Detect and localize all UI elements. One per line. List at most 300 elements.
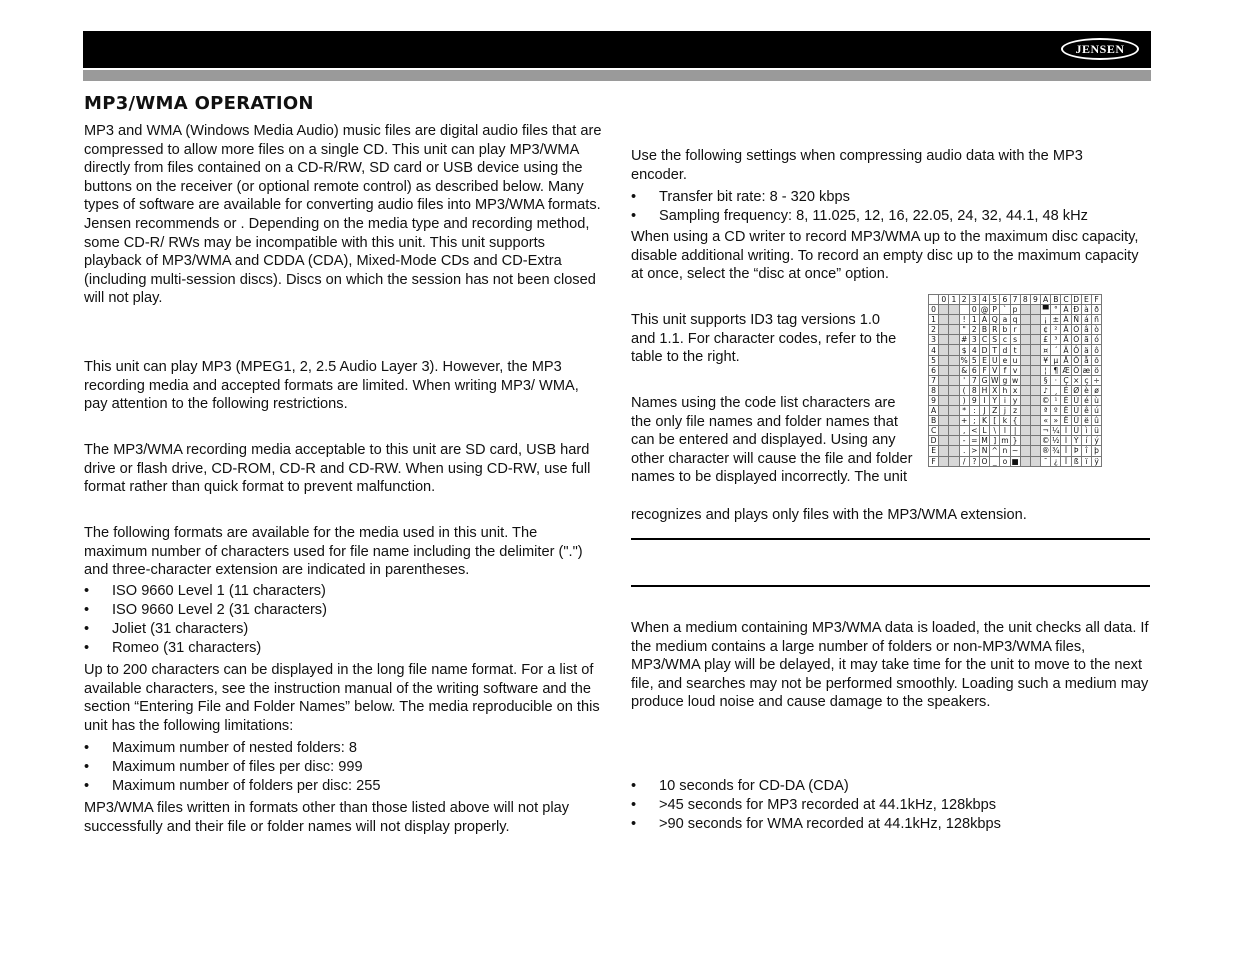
code-table-cell: Ó xyxy=(1071,335,1081,345)
code-table-cell xyxy=(939,375,949,385)
code-table-cell: O xyxy=(979,456,989,466)
code-table-cell: i xyxy=(1000,395,1010,405)
code-table-cell: Ã xyxy=(1061,335,1071,345)
code-table-cell: Ö xyxy=(1071,365,1081,375)
code-table-cell: W xyxy=(990,375,999,385)
code-table-cell xyxy=(1020,395,1030,405)
code-table-cell: ÿ xyxy=(1092,456,1102,466)
code-table-cell xyxy=(1030,446,1040,456)
code-table-cell xyxy=(1030,345,1040,355)
code-table-cell xyxy=(949,416,959,426)
code-table-cell xyxy=(1030,426,1040,436)
code-table-row xyxy=(929,385,1102,395)
code-table-cell: ? xyxy=(969,456,979,466)
code-table-cell: » xyxy=(1051,416,1061,426)
code-table-cell xyxy=(1030,365,1040,375)
loading-paragraph: When a medium containing MP3/WMA data is loaded, the unit checks all data. If the medium contains a large number of folders or non-MP3/WMA files, MP3/WMA play will be delayed, it may take time for the unit to move to the next file, and searches may not be performed smoothly. Loading such a medium may produce loud noise and cause damage to the speakers. xyxy=(631,620,1149,711)
code-table-cell: à xyxy=(1081,305,1091,315)
code-table-row-label: 7 xyxy=(929,375,939,385)
code-table-cell: Ò xyxy=(1071,325,1081,335)
code-table-cell: ë xyxy=(1081,416,1091,426)
code-table-cell xyxy=(1030,436,1040,446)
intro-paragraph: MP3 and WMA (Windows Media Audio) music files are digital audio files that are compressed to allow more files on a single CD. This unit can play MP3/WMA directly from files contained on a CD-R/RW, SD card or USB device using the buttons on the receiver (or optional remote control) as described below. Many types of software are available for converting audio files into MP3/WMA formats. Jensen recommends or . Depending on the media type and recording method, some CD-R/ RWs may be incompatible with this unit. This unit supports playback of MP3/WMA and CDDA (CDA), Mixed-Mode CDs and CD-Extra (including multi-session discs). Discs on which the session has not been closed will not play. xyxy=(84,123,602,307)
code-table-cell xyxy=(1020,406,1030,416)
code-table-cell: Ñ xyxy=(1071,315,1081,325)
code-table-cell: # xyxy=(960,335,968,345)
code-table-header-cell: 1 xyxy=(949,295,959,305)
code-table-cell: I xyxy=(979,395,989,405)
code-table-cell: è xyxy=(1081,385,1091,395)
code-table-cell: " xyxy=(959,325,969,335)
code-table-row-label: 4 xyxy=(929,345,939,355)
code-table-cell: r xyxy=(1010,325,1020,335)
code-table-row-label: 1 xyxy=(929,315,939,325)
code-table-row xyxy=(929,416,1102,426)
code-table-cell: o xyxy=(1000,456,1010,466)
code-table-cell: ´ xyxy=(1051,345,1061,355)
code-table-cell: ¹ xyxy=(1051,395,1061,405)
code-table-cell: K xyxy=(979,416,989,426)
code-table-cell: s xyxy=(1010,335,1020,345)
code-table-cell: 8 xyxy=(969,385,979,395)
code-table-cell: @ xyxy=(980,305,989,315)
code-table-cell xyxy=(1030,355,1040,365)
code-table-cell: S xyxy=(990,335,1000,345)
code-table-cell xyxy=(939,416,949,426)
code-table-cell: \ xyxy=(990,426,1000,436)
code-table-cell: Ø xyxy=(1071,385,1081,395)
code-table-cell: Ê xyxy=(1061,406,1071,416)
code-table-row xyxy=(929,406,1102,416)
code-table-cell: Í xyxy=(1061,436,1071,446)
code-table-cell: E xyxy=(979,355,989,365)
code-table-row-label: 5 xyxy=(929,355,939,365)
code-table-cell: º xyxy=(1051,406,1061,416)
code-table-cell: . xyxy=(959,446,969,456)
code-table-cell: õ xyxy=(1092,355,1102,365)
code-table-cell xyxy=(1030,325,1040,335)
code-table-cell: ^ xyxy=(991,446,998,456)
code-table-cell: e xyxy=(1000,355,1010,365)
code-table-cell: L xyxy=(979,426,989,436)
character-code-table xyxy=(928,294,1102,467)
section-divider xyxy=(631,585,1150,587)
code-table-cell: þ xyxy=(1092,446,1102,456)
code-table-cell: ½ xyxy=(1052,436,1060,446)
code-table-row-label: 3 xyxy=(929,335,939,345)
code-table-header-cell: 2 xyxy=(959,295,969,305)
code-table-cell xyxy=(949,345,959,355)
code-table-header-cell: 7 xyxy=(1010,295,1020,305)
code-table-cell: ¾ xyxy=(1052,446,1060,456)
code-table-cell xyxy=(1020,426,1030,436)
code-table-cell: £ xyxy=(1041,335,1051,345)
code-table-cell: À xyxy=(1061,305,1071,315)
header-gray-strip xyxy=(83,70,1151,81)
code-table-cell xyxy=(939,305,949,315)
code-table-cell xyxy=(1020,355,1030,365)
code-table-cell: w xyxy=(1011,375,1019,385)
code-table-cell: î xyxy=(1081,446,1091,456)
settings-intro-paragraph: Use the following settings when compressing audio data with the MP3 encoder. xyxy=(631,148,1083,183)
code-table-cell: æ xyxy=(1082,365,1091,375)
code-table-cell xyxy=(939,385,949,395)
code-table-cell: / xyxy=(959,456,969,466)
code-table-cell xyxy=(939,436,949,446)
code-table-cell: µ xyxy=(1051,355,1061,365)
code-table-header-cell: 0 xyxy=(939,295,949,305)
code-table-cell: J xyxy=(979,406,989,416)
code-table-cell xyxy=(939,395,949,405)
code-table-cell: ¸ xyxy=(1051,385,1061,395)
code-table-cell: 2 xyxy=(969,325,979,335)
code-table-cell: ; xyxy=(969,416,979,426)
code-table-header-cell: F xyxy=(1092,295,1102,305)
code-table-cell xyxy=(1030,315,1040,325)
code-table-cell: Ç xyxy=(1061,375,1071,385)
code-table-cell: ¦ xyxy=(1041,365,1051,375)
code-table-cell: t xyxy=(1010,345,1020,355)
code-table-cell: M xyxy=(981,436,988,446)
code-table-cell xyxy=(1020,456,1030,466)
code-table-cell: > xyxy=(971,446,978,456)
code-table-cell: Ï xyxy=(1061,456,1071,466)
code-table-cell xyxy=(939,345,949,355)
code-table-cell: 9 xyxy=(969,395,979,405)
code-table-cell: ó xyxy=(1092,335,1102,345)
code-table-header-cell: A xyxy=(1041,295,1051,305)
code-table-row xyxy=(929,315,1102,325)
code-table-row xyxy=(929,375,1102,385)
code-table-cell xyxy=(949,385,959,395)
code-table-cell xyxy=(939,406,949,416)
code-table-cell: 6 xyxy=(969,365,979,375)
code-table-cell: Î xyxy=(1061,446,1071,456)
code-table-cell: © xyxy=(1041,395,1050,405)
code-table-cell: ± xyxy=(1052,315,1060,325)
code-table-cell: U xyxy=(990,355,1000,365)
code-table-row xyxy=(929,325,1102,335)
code-table-header-cell: C xyxy=(1061,295,1071,305)
code-table-cell xyxy=(939,426,949,436)
code-table-cell: á xyxy=(1081,315,1091,325)
header-bar xyxy=(83,31,1151,68)
code-table-cell xyxy=(1020,436,1030,446)
code-table-cell xyxy=(939,355,949,365)
code-table-cell: ¤ xyxy=(1041,345,1051,355)
code-table-cell: ® xyxy=(1041,446,1050,456)
code-table-cell: ö xyxy=(1092,365,1102,375)
code-table-cell: ÷ xyxy=(1093,375,1100,385)
code-table-cell: Y xyxy=(990,395,1000,405)
code-table-cell: É xyxy=(1061,395,1071,405)
code-table-cell xyxy=(949,436,959,446)
code-table-cell: Z xyxy=(990,406,1000,416)
code-table-row-label: A xyxy=(929,406,939,416)
code-table-header-cell xyxy=(929,295,939,305)
code-table-cell: _ xyxy=(990,456,1000,466)
code-table-cell: Q xyxy=(990,315,1000,325)
code-table-header-cell: 9 xyxy=(1030,295,1040,305)
code-table-cell: ò xyxy=(1092,325,1102,335)
code-table-cell xyxy=(1030,416,1040,426)
code-table-cell xyxy=(1030,395,1040,405)
code-table-cell: ! xyxy=(959,315,969,325)
code-table-cell xyxy=(949,446,959,456)
code-table-cell: u xyxy=(1010,355,1020,365)
code-table-cell: Ì xyxy=(1061,426,1071,436)
code-table-row xyxy=(929,456,1102,466)
code-table-cell xyxy=(1020,315,1030,325)
code-table-cell: { xyxy=(1010,416,1020,426)
code-table-cell: j xyxy=(1000,406,1010,416)
code-table-cell: & xyxy=(959,365,969,375)
code-table-cell: ¼ xyxy=(1052,426,1060,436)
mp3-note-paragraph: This unit can play MP3 (MPEG1, 2, 2.5 Audio Layer 3). However, the MP3 recording media and accepted formats are limited. When writing MP3/ WMA, pay attention to the following restrictions. xyxy=(84,359,579,413)
code-table-cell: B xyxy=(979,325,989,335)
code-table-cell: Þ xyxy=(1071,446,1081,456)
code-table-cell xyxy=(1020,416,1030,426)
code-table-cell: b xyxy=(1000,325,1010,335)
code-table-header-cell: E xyxy=(1081,295,1091,305)
code-table-cell xyxy=(1020,375,1030,385)
code-table-cell: é xyxy=(1081,395,1091,405)
code-table-row-label: E xyxy=(929,446,939,456)
code-table-cell: + xyxy=(960,416,968,426)
code-table-cell: ) xyxy=(959,395,969,405)
code-table-cell: · xyxy=(1051,375,1061,385)
code-table-row xyxy=(929,426,1102,436)
code-table-cell xyxy=(949,456,959,466)
code-table-cell: 0 xyxy=(969,305,979,315)
code-table-cell: * xyxy=(959,406,969,416)
code-table-cell: ¶ xyxy=(1051,365,1061,375)
code-table-cell xyxy=(1020,325,1030,335)
code-table-cell: ä xyxy=(1081,345,1091,355)
code-table-row xyxy=(929,436,1102,446)
section-divider xyxy=(631,538,1150,540)
code-table-cell xyxy=(939,335,949,345)
code-table-cell: = xyxy=(971,436,978,446)
code-table-cell: ♪ xyxy=(1041,385,1051,395)
code-table-header-cell: 4 xyxy=(979,295,989,305)
code-table-row xyxy=(929,365,1102,375)
code-table-header-cell: B xyxy=(1051,295,1061,305)
code-table-cell: ñ xyxy=(1092,315,1102,325)
code-table-cell: Û xyxy=(1071,416,1081,426)
code-table-cell xyxy=(1020,335,1030,345)
code-table-cell: ì xyxy=(1081,426,1091,436)
code-table-cell xyxy=(1020,345,1030,355)
code-table-cell xyxy=(1030,406,1040,416)
code-table-cell: h xyxy=(1000,385,1010,395)
code-table-cell: ü xyxy=(1092,426,1102,436)
code-table-cell: g xyxy=(1000,375,1010,385)
code-table-cell: ð xyxy=(1092,305,1102,315)
code-table-cell: 5 xyxy=(969,355,979,365)
code-table-cell xyxy=(1020,385,1030,395)
code-table-row-label: D xyxy=(929,436,939,446)
code-table-cell xyxy=(949,365,959,375)
code-table-cell xyxy=(1030,335,1040,345)
code-table-cell: × xyxy=(1073,375,1080,385)
code-table-cell: Ú xyxy=(1071,406,1081,416)
code-table-cell xyxy=(949,335,959,345)
code-table-cell: â xyxy=(1081,325,1091,335)
code-table-cell: m xyxy=(1001,436,1009,446)
code-table-cell: È xyxy=(1061,385,1071,395)
code-table-row-label: B xyxy=(929,416,939,426)
code-table-cell xyxy=(949,355,959,365)
code-table-header-cell: 6 xyxy=(1000,295,1010,305)
code-table-cell: ` xyxy=(1000,305,1010,315)
code-table-cell: < xyxy=(971,426,978,436)
code-table-cell xyxy=(1030,305,1040,315)
other-formats-paragraph: MP3/WMA files written in formats other than those listed above will not play successfully and their file or folder names will not display properly. xyxy=(84,800,570,835)
code-table-row-label: 0 xyxy=(929,305,939,315)
code-table-cell xyxy=(939,315,949,325)
code-table-cell: ¯ xyxy=(1041,456,1051,466)
code-table-cell: Ð xyxy=(1071,305,1081,315)
code-table-cell xyxy=(949,305,959,315)
code-table-cell: ê xyxy=(1081,406,1091,416)
code-table-cell: ( xyxy=(959,385,969,395)
code-table-header-cell: 3 xyxy=(969,295,979,305)
code-table-cell: F xyxy=(979,365,989,375)
code-table-cell: Ü xyxy=(1071,426,1081,436)
code-table-cell xyxy=(1020,305,1030,315)
code-table-cell xyxy=(949,406,959,416)
code-table-cell: P xyxy=(990,305,1000,315)
code-table-cell: å xyxy=(1081,355,1091,365)
code-table-cell: 3 xyxy=(969,335,979,345)
code-table-cell xyxy=(949,325,959,335)
code-table-cell xyxy=(949,375,959,385)
code-table-cell: q xyxy=(1010,315,1020,325)
code-table-cell: Ë xyxy=(1061,416,1071,426)
code-table-cell: - xyxy=(959,436,969,446)
id3-paragraph: This unit supports ID3 tag versions 1.0 and 1.1. For character codes, refer to the table to the right. xyxy=(631,312,897,366)
names-paragraph-end: recognizes and plays only files with the MP3/WMA extension. xyxy=(631,507,1027,523)
code-table-cell: [ xyxy=(990,416,1000,426)
code-table-cell: H xyxy=(979,385,989,395)
code-table-cell xyxy=(1030,385,1040,395)
code-table-cell: ç xyxy=(1081,375,1091,385)
code-table-cell: Á xyxy=(1061,315,1071,325)
code-table-row-label: C xyxy=(929,426,939,436)
code-table-cell: | xyxy=(1010,426,1020,436)
code-table-cell: Ù xyxy=(1071,395,1081,405)
code-table-cell: ß xyxy=(1071,456,1081,466)
code-table-cell: 1 xyxy=(969,315,979,325)
code-table-cell: ■ xyxy=(1011,456,1019,466)
code-table-cell: , xyxy=(959,426,969,436)
code-table-cell xyxy=(949,315,959,325)
code-table-cell: : xyxy=(969,406,979,416)
jensen-logo: JENSEN xyxy=(1061,38,1139,60)
code-table-cell: x xyxy=(1010,385,1020,395)
code-table-cell: a xyxy=(1000,315,1010,325)
code-table-cell xyxy=(1020,365,1030,375)
code-table-cell: í xyxy=(1081,436,1091,446)
code-table-row xyxy=(929,355,1102,365)
code-table-cell: X xyxy=(990,385,1000,395)
code-table-cell: § xyxy=(1041,375,1051,385)
code-table-cell: G xyxy=(979,375,989,385)
code-table-cell: « xyxy=(1041,416,1051,426)
code-table-cell: Ô xyxy=(1071,345,1081,355)
code-table-row xyxy=(929,345,1102,355)
code-table-cell: R xyxy=(990,325,1000,335)
code-table-cell: ù xyxy=(1092,395,1102,405)
code-table-cell xyxy=(1030,375,1040,385)
page-title: MP3/WMA OPERATION xyxy=(84,93,314,114)
code-table-header-cell: 5 xyxy=(990,295,1000,305)
code-table-cell: V xyxy=(990,365,1000,375)
code-table-cell: ú xyxy=(1092,406,1102,416)
code-table-cell: ø xyxy=(1092,385,1102,395)
code-table-cell: Ý xyxy=(1071,436,1081,446)
code-table-cell: ¡ xyxy=(1041,315,1051,325)
code-table-cell: ' xyxy=(959,375,969,385)
code-table-cell: A xyxy=(979,315,989,325)
code-table-cell: l xyxy=(1000,426,1010,436)
code-table-cell: Â xyxy=(1061,325,1071,335)
code-table-cell: ² xyxy=(1051,325,1061,335)
code-table-cell: % xyxy=(960,355,968,365)
code-table-row xyxy=(929,305,1102,315)
code-table-cell: d xyxy=(1000,345,1010,355)
code-table-cell: y xyxy=(1010,395,1020,405)
code-table-cell xyxy=(939,446,949,456)
names-paragraph: Names using the code list characters are the only file names and folder names that can be entered and displayed. Using any other character will cause the file and folder names to be displayed incorrectly. The unit xyxy=(631,395,913,486)
disc-writer-paragraph: When using a CD writer to record MP3/WMA up to the maximum disc capacity, disable additional writing. To record an empty disc up to the maximum capacity at once, select the “disc at once” option. xyxy=(631,229,1139,283)
code-table-row xyxy=(929,446,1102,456)
code-table-row-label: 6 xyxy=(929,365,939,375)
code-table-cell: C xyxy=(979,335,989,345)
code-table-cell xyxy=(1020,446,1030,456)
code-table-cell xyxy=(1030,456,1040,466)
formats-intro-paragraph: The following formats are available for the media used in this unit. The maximum number of characters used for file name including the delimiter (".") and three-character extension are indicated in parentheses. xyxy=(84,525,583,579)
code-table-cell: ] xyxy=(990,436,1000,446)
code-table-cell: ~ xyxy=(1011,446,1019,456)
code-table-header-cell: D xyxy=(1071,295,1081,305)
code-table-cell: N xyxy=(979,446,989,456)
code-table-cell: p xyxy=(1010,305,1020,315)
code-table-cell xyxy=(939,325,949,335)
long-name-paragraph: Up to 200 characters can be displayed in the long file name format. For a list of available characters, see the instruction manual of the writing software and the section “Entering File and Folder Names” below. The media reproducible on this unit has the following limitations: xyxy=(84,662,600,734)
code-table-cell: Å xyxy=(1061,355,1071,365)
code-table-cell: ¥ xyxy=(1041,355,1051,365)
code-table-cell: ª xyxy=(1041,406,1051,416)
code-table-cell: ý xyxy=(1092,436,1102,446)
code-table-cell: Ä xyxy=(1061,345,1071,355)
code-table-cell: Õ xyxy=(1071,355,1081,365)
code-table-row-label: 8 xyxy=(929,385,939,395)
code-table-cell: ▀ xyxy=(1041,305,1051,315)
code-table-cell: ô xyxy=(1092,345,1102,355)
code-table-cell: k xyxy=(1000,416,1010,426)
code-table-cell: ¿ xyxy=(1051,456,1061,466)
code-table-cell: f xyxy=(1000,365,1010,375)
code-table-cell: ³ xyxy=(1051,335,1061,345)
code-table-cell xyxy=(949,395,959,405)
code-table-row-label: 9 xyxy=(929,395,939,405)
media-paragraph: The MP3/WMA recording media acceptable to this unit are SD card, USB hard drive or flash drive, CD-ROM, CD-R and CD-RW. When using CD-RW, use full format rather than quick format to prevent malfunction. xyxy=(84,442,591,496)
code-table-cell: û xyxy=(1092,416,1102,426)
code-table-cell: D xyxy=(979,345,989,355)
code-table-cell: Æ xyxy=(1062,365,1070,375)
